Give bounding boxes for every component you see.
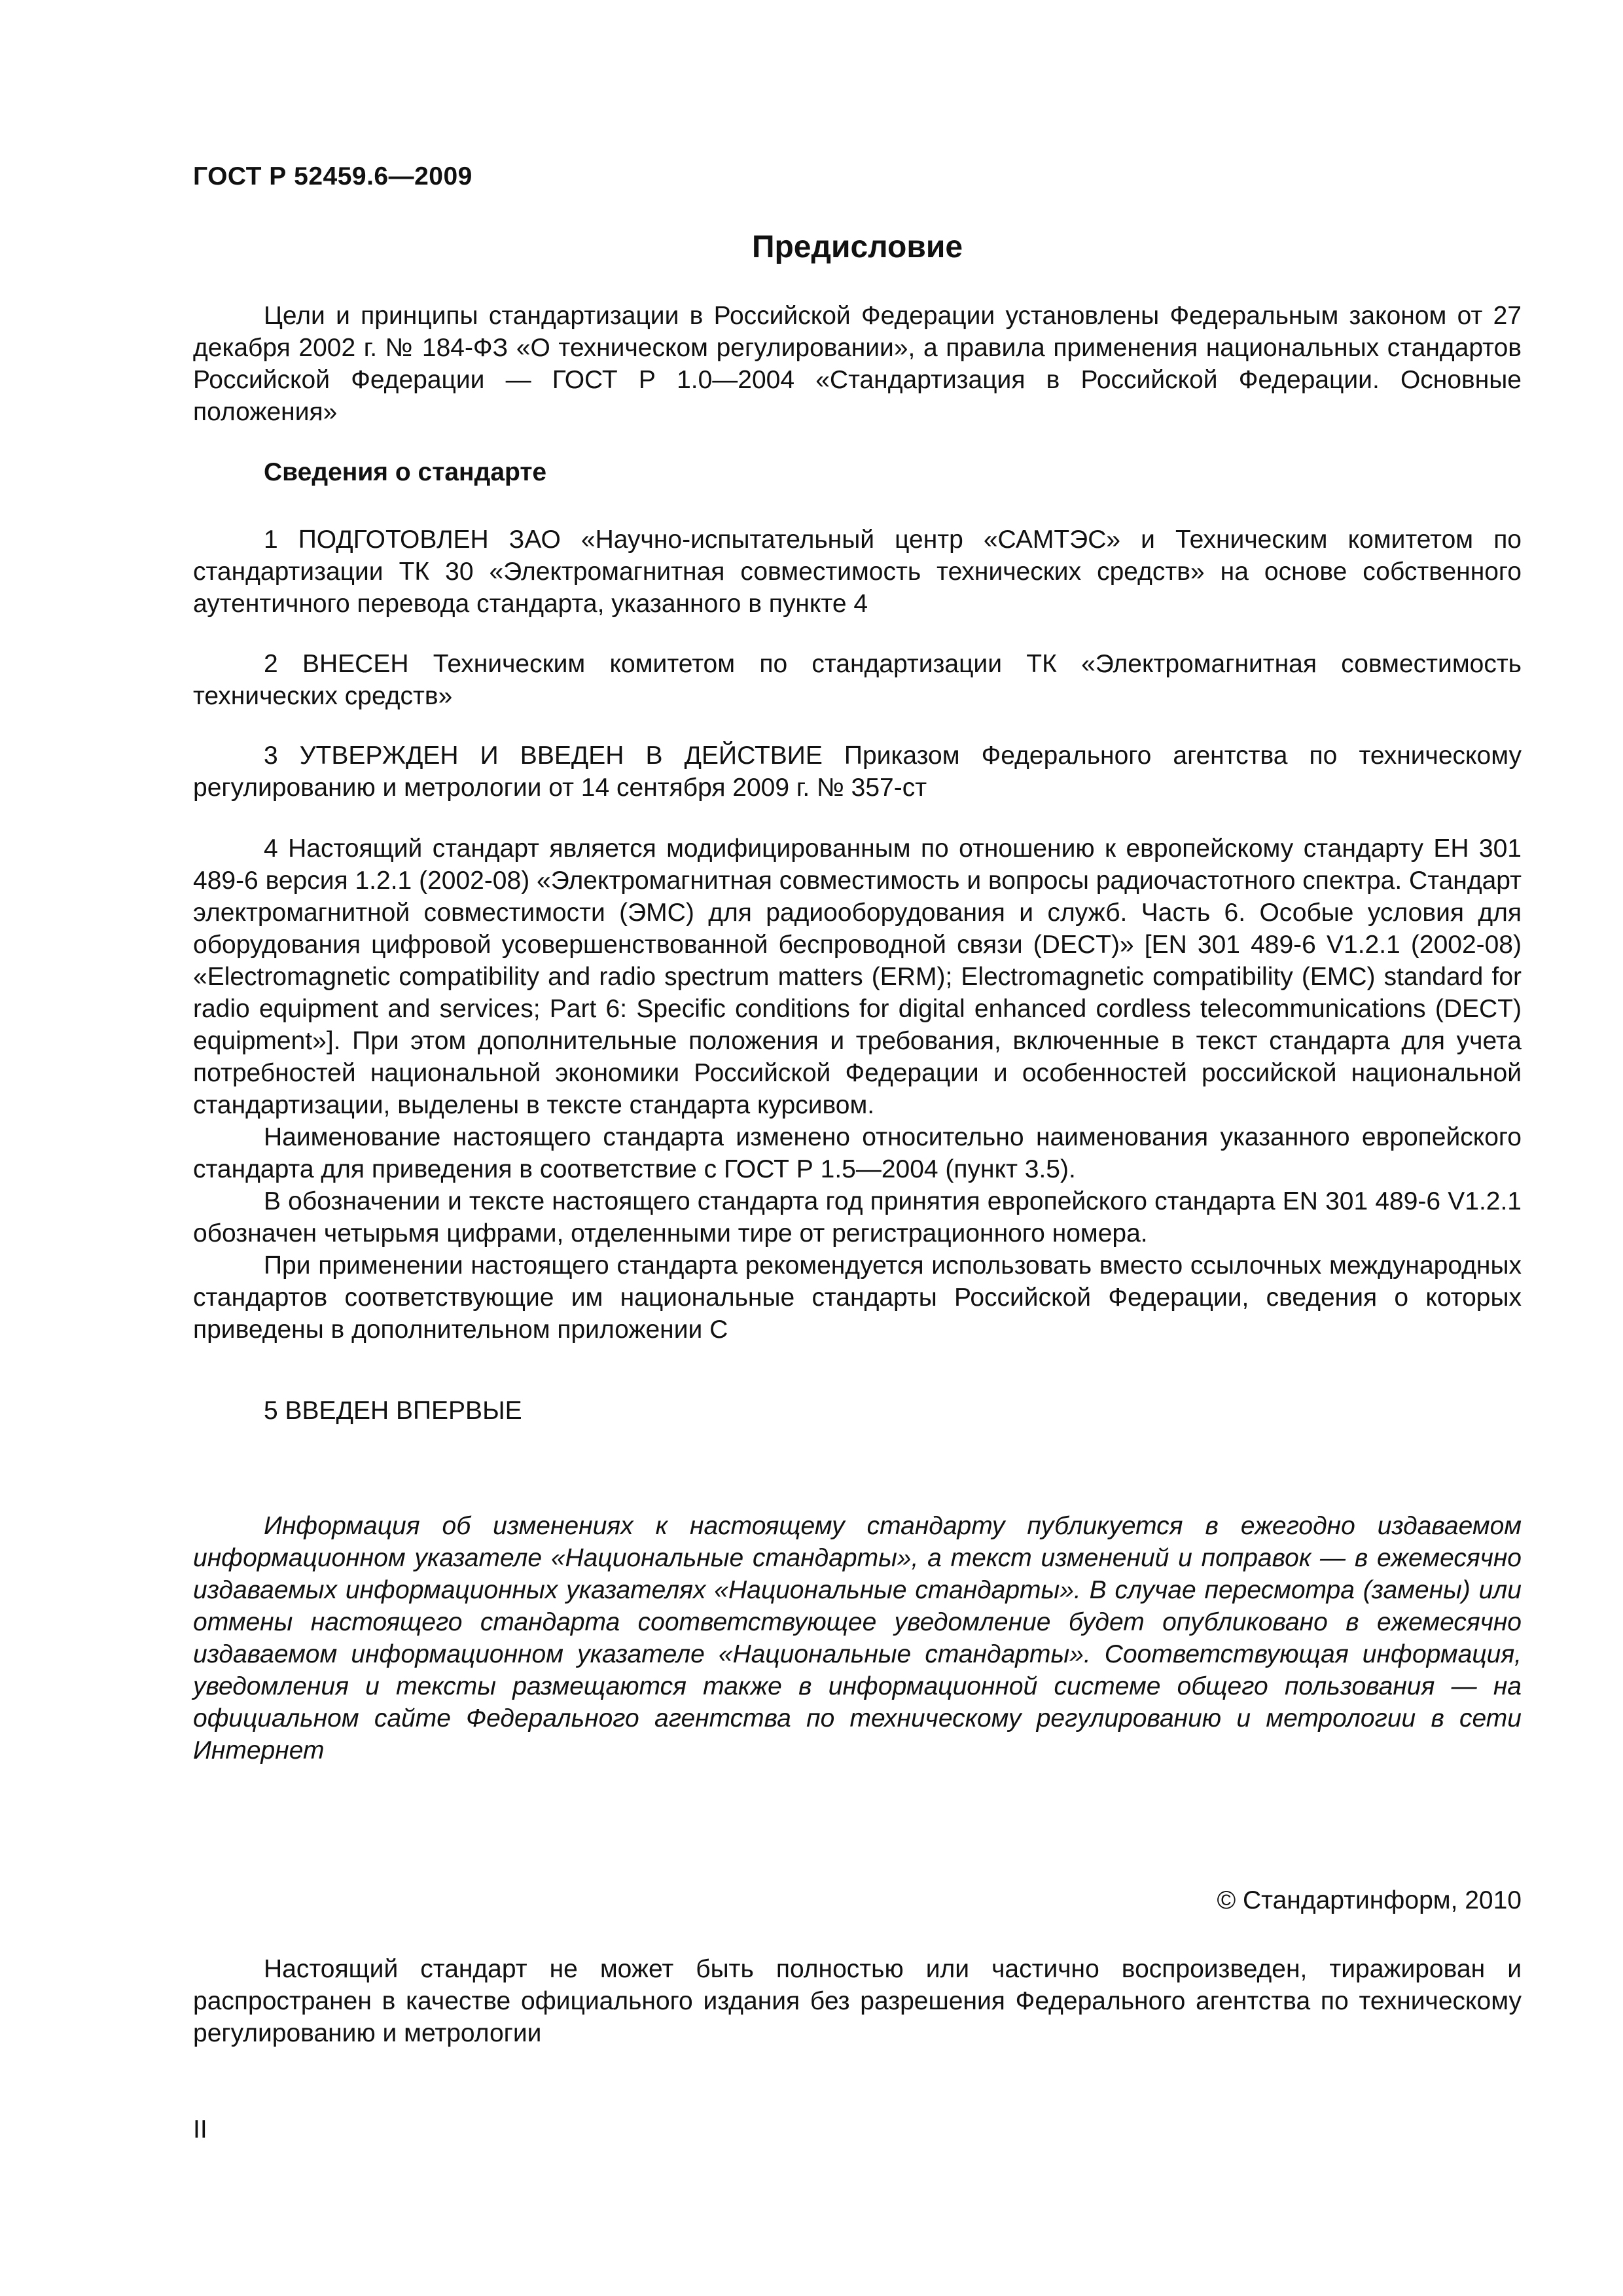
info-item-2 — [193, 648, 1522, 712]
info-item-4-paragraph: Наименование настоящего стандарта изменено относительно наименования указанного европейского стандарта для приведения в соответствие с ГОСТ Р 1.5—2004 (пункт 3.5). — [193, 1123, 1522, 1183]
info-item-5 — [193, 1395, 1522, 1427]
foreword-intro-text: Цели и принципы стандартизации в Российской Федерации установлены Федеральным законом от 27 декабря 2002 г. № 184-ФЗ «О техническом регулировании», а правила применения национальных стандартов Российской Федерации — ГОСТ Р 1.0—2004 «Стандартизация в Российской Федерации. Основные положения» — [193, 302, 1522, 426]
changes-notice — [193, 1510, 1522, 1767]
reproduction-restriction-text: Настоящий стандарт не может быть полностью или частично воспроизведен, тиражирован и распространен в качестве официального издания без разрешения Федерального агентства по техническому регулированию и метрологии — [193, 1955, 1522, 2047]
page-number: II — [193, 2115, 207, 2144]
info-item-4-paragraph: При применении настоящего стандарта рекомендуется использовать вместо ссылочных международных стандартов соответствующие им национальные стандарты Российской Федерации, сведения о которых приведены в дополнительном приложении С — [193, 1251, 1522, 1344]
info-item-3 — [193, 740, 1522, 804]
info-item-2-text: 2 ВНЕСЕН Техническим комитетом по стандартизации ТК «Электромагнитная совместимость технических средств» — [193, 650, 1522, 710]
info-item-3-text: 3 УТВЕРЖДЕН И ВВЕДЕН В ДЕЙСТВИЕ Приказом Федерального агентства по техническому регулированию и метрологии от 14 сентября 2009 г. № 357-ст — [193, 742, 1522, 802]
info-item-5-text: 5 ВВЕДЕН ВПЕРВЫЕ — [264, 1397, 522, 1425]
section-subtitle: Сведения о стандарте — [264, 458, 547, 486]
document-page — [193, 0, 1522, 2296]
info-item-1 — [193, 524, 1522, 620]
info-item-1-text: 1 ПОДГОТОВЛЕН ЗАО «Научно-испытательный центр «САМТЭС» и Техническим комитетом по стандартизации ТК 30 «Электромагнитная совместимость технических средств» на основе собственного аутентичного перевода стандарта, указанного в пункте 4 — [193, 526, 1522, 618]
reproduction-restriction — [193, 1953, 1522, 2049]
page-title: Предисловие — [751, 230, 963, 264]
info-item-4-paragraph: В обозначении и тексте настоящего стандарта год принятия европейского стандарта EN 301 489-6 V1.2.1 обозначен четырьмя цифрами, отделенными тире от регистрационного номера. — [193, 1187, 1522, 1247]
copyright-notice: © Стандартинформ, 2010 — [1217, 1886, 1522, 1914]
changes-notice-text: Информация об изменениях к настоящему стандарту публикуется в ежегодно издаваемом информационном указателе «Национальные стандарты», а текст изменений и поправок — в ежемесячно издаваемых информационных указателях «Национальные стандарты». В случае пересмотра (замены) или отмены настоящего стандарта соответствующее уведомление будет опубликовано в ежемесячно издаваемом информационном указателе «Национальные стандарты». Соответствующая информация, уведомления и тексты размещаются также в информационной системе общего пользования — на официальном сайте Федерального агентства по техническому регулированию и метрологии в сети Интернет — [193, 1512, 1522, 1765]
foreword-intro — [193, 300, 1522, 428]
document-code: ГОСТ Р 52459.6—2009 — [193, 162, 473, 190]
info-item-4-paragraph: 4 Настоящий стандарт является модифицированным по отношению к европейскому стандарту ЕН 301 489-6 версия 1.2.1 (2002-08) «Электромагнитная совместимость и вопросы радиочастотного спектра. Стандарт электромагнитной совместимости (ЭМС) для радиооборудования и служб. Часть 6. Особые условия для оборудования цифровой усовершенствованной беспроводной связи (DECT)» [EN 301 489-6 V1.2.1 (2002-08) «Electromagnetic compatibility and radio spectrum matters (ERM); Electromagnetic compatibility (EMC) standard for radio equipment and services; Part 6: Specific conditions for digital enhanced cordless telecommunications (DECT) equipment»]. При этом дополнительные положения и требования, включенные в текст стандарта для учета потребностей национальной экономики Российской Федерации и особенностей российской национальной стандартизации, выделены в тексте стандарта курсивом. — [193, 834, 1522, 1119]
info-item-4 — [193, 833, 1522, 1346]
